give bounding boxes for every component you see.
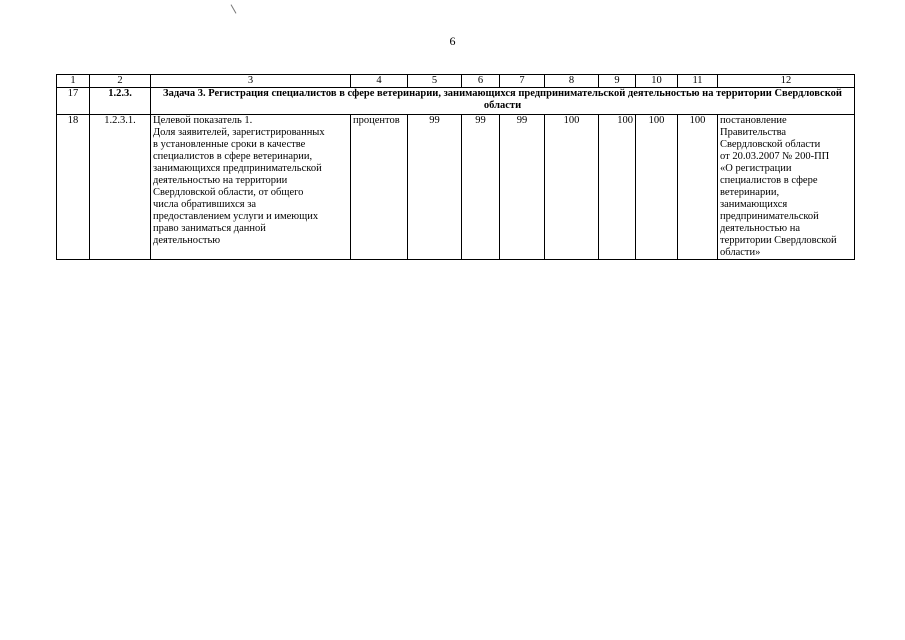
task-title: Задача 3. Регистрация специалистов в сфере ветеринарии, занимающихся предпринимательской деятельностью на территории Свердловской области <box>151 88 855 115</box>
value-col-11: 100 <box>678 115 718 260</box>
header-cell-8: 8 <box>545 75 599 88</box>
source-line: деятельностью на <box>720 223 801 234</box>
indicator-description-line: числа обратившихся за <box>153 199 257 210</box>
task-row <box>57 88 855 115</box>
value-col-8: 100 <box>545 115 599 260</box>
indicator-description-line: Целевой показатель 1. <box>153 115 253 126</box>
indicator-description <box>151 115 351 260</box>
header-cell-6: 6 <box>462 75 500 88</box>
header-cell-9: 9 <box>599 75 636 88</box>
value-col-9: 100 <box>599 115 636 260</box>
value-col-7: 99 <box>500 115 545 260</box>
table-header-row <box>57 75 855 88</box>
header-cell-10: 10 <box>636 75 678 88</box>
source-line: предпринимательской <box>720 211 819 222</box>
indicator-table <box>56 74 855 260</box>
source-line: ветеринарии, <box>720 187 780 198</box>
indicator-description-line: деятельностью <box>153 235 221 246</box>
indicator-description-line: право заниматься данной <box>153 223 266 234</box>
indicator-source <box>718 115 855 260</box>
value-col-6: 99 <box>462 115 500 260</box>
header-cell-7: 7 <box>500 75 545 88</box>
value-col-10: 100 <box>636 115 678 260</box>
indicator-description-line: Свердловской области, от общего <box>153 187 304 198</box>
header-cell-1: 1 <box>57 75 90 88</box>
source-line: территории Свердловской <box>720 235 837 246</box>
indicator-unit: процентов <box>351 115 408 260</box>
indicator-description-line: в установленные сроки в качестве <box>153 139 306 150</box>
value-col-5: 99 <box>408 115 462 260</box>
source-line: занимающихся <box>720 199 788 210</box>
indicator-code: 1.2.3.1. <box>90 115 151 260</box>
indicator-description-line: занимающихся предпринимательской <box>153 163 322 174</box>
task-code: 1.2.3. <box>90 88 151 115</box>
indicator-description-line: Доля заявителей, зарегистрированных <box>153 127 325 138</box>
header-cell-4: 4 <box>351 75 408 88</box>
task-row-number: 17 <box>57 88 90 115</box>
source-line: области» <box>720 247 761 258</box>
source-line: от 20.03.2007 № 200-ПП <box>720 151 830 162</box>
source-line: постановление <box>720 115 787 126</box>
header-cell-3: 3 <box>151 75 351 88</box>
header-cell-11: 11 <box>678 75 718 88</box>
header-cell-5: 5 <box>408 75 462 88</box>
header-cell-2: 2 <box>90 75 151 88</box>
scan-artifact-mark <box>231 4 237 13</box>
source-line: специалистов в сфере <box>720 175 818 186</box>
source-line: Свердловской области <box>720 139 821 150</box>
header-cell-12: 12 <box>718 75 855 88</box>
indicator-description-line: специалистов в сфере ветеринарии, <box>153 151 313 162</box>
indicator-description-line: деятельностью на территории <box>153 175 288 186</box>
indicator-description-line: предоставлением услуги и имеющих <box>153 211 319 222</box>
indicator-row <box>57 115 855 260</box>
indicator-row-number: 18 <box>57 115 90 260</box>
page-number: 6 <box>449 34 456 48</box>
source-line: «О регистрации <box>720 163 792 174</box>
source-line: Правительства <box>720 127 787 138</box>
